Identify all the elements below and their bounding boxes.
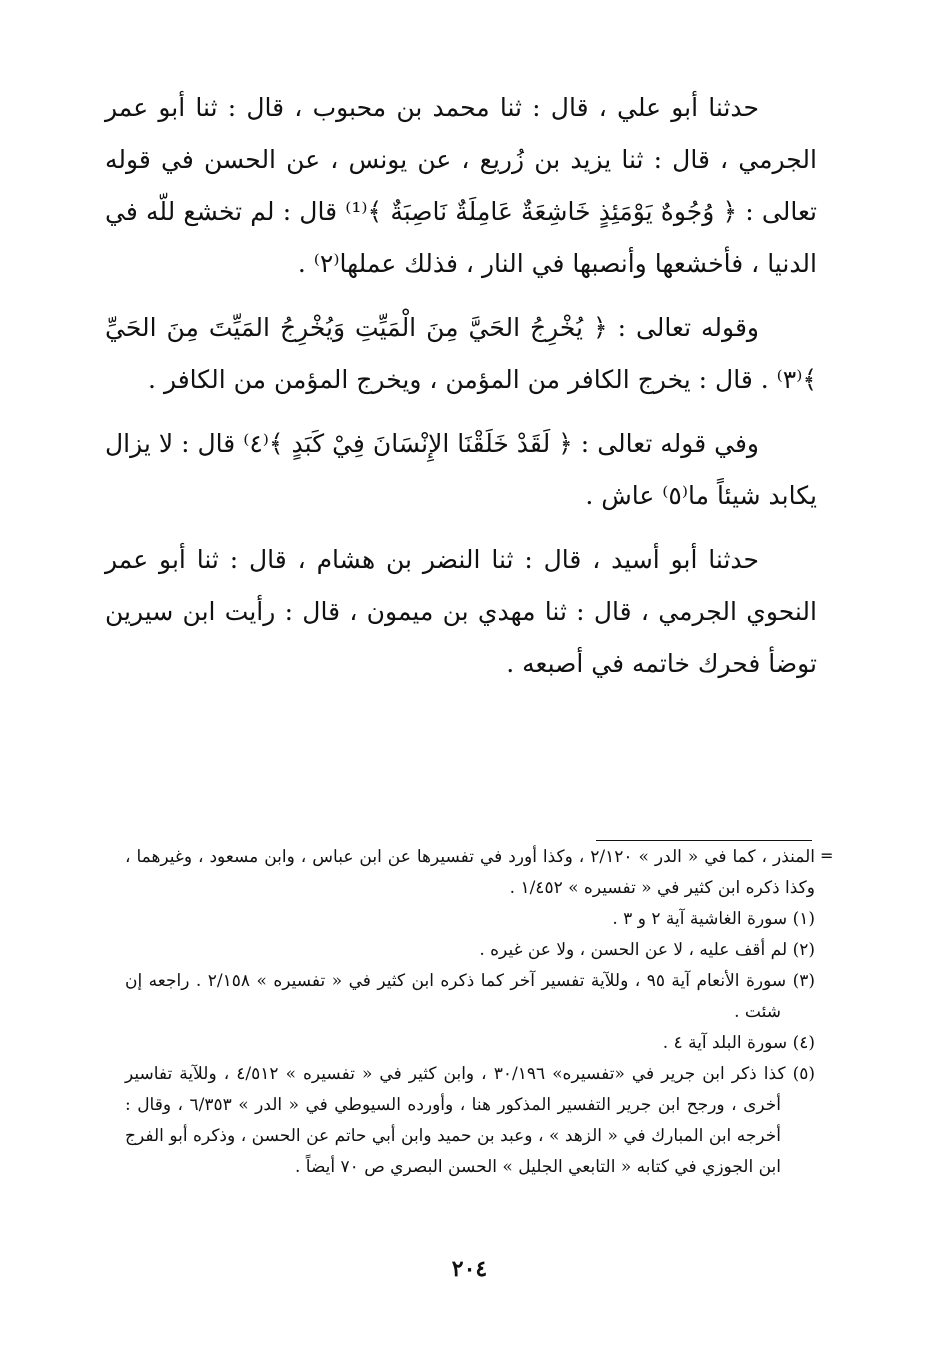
main-text: [105, 82, 817, 702]
footnote-continuation: المنذر ، كما في « الدر » ٢/١٢٠ ، وكذا أورد في تفسيرها عن ابن عباس ، وابن مسعود ، وغيرهما ، وكذا ذكره ابن كثير في « تفسيره » ١/٤٥٢ .: [125, 847, 815, 898]
paragraph-hadith-abu-ali: حدثنا أبو علي ، قال : ثنا محمد بن محبوب ، قال : ثنا أبو عمر الجرمي ، قال : ثنا يزيد بن زُريع ، عن يونس ، عن الحسن في قوله تعالى : ﴿ وُجُوهٌ يَوْمَئِذٍ خَاشِعَةٌ عَامِلَةٌ نَاصِبَةٌ ﴾⁽¹⁾ قال : لم تخشع للّه في الدنيا ، فأخشعها وأنصبها في النار ، فذلك عملها⁽٢⁾ .: [105, 93, 817, 278]
paragraph-hadith-abu-usayd: حدثنا أبو أسيد ، قال : ثنا النضر بن هشام ، قال : ثنا أبو عمر النحوي الجرمي ، قال : ثنا مهدي بن ميمون ، قال : رأيت ابن سيرين توضأ فحرك خاتمه في أصبعه .: [105, 545, 817, 678]
paragraph-yukhrij-al-hayy: وقوله تعالى : ﴿ يُخْرِجُ الحَيَّ مِنَ الْمَيِّتِ وَيُخْرِجُ المَيِّتَ مِنَ الحَيِّ ﴾⁽٣⁾ . قال : يخرج الكافر من المؤمن ، ويخرج المؤمن من الكافر .: [105, 313, 817, 394]
footnote-3: (٣) سورة الأنعام آية ٩٥ ، وللآية تفسير آخر كما ذكره ابن كثير في « تفسيره » ٢/١٥٨ . راجعه إن شئت .: [125, 971, 815, 1022]
footnotes: [125, 842, 815, 1183]
footnote-2: (٢) لم أقف عليه ، لا عن الحسن ، ولا عن غيره .: [479, 940, 815, 960]
footnote-continuation-mark: =: [820, 846, 834, 865]
page-number: ٢٠٤: [451, 1256, 488, 1282]
footnote-5: (٥) كذا ذكر ابن جرير في «تفسيره» ٣٠/١٩٦ ، وابن كثير في « تفسيره » ٤/٥١٢ ، وللآية تفاسير أخرى ، ورجح ابن جرير التفسير المذكور هنا ، وأورده السيوطي في « الدر » ٦/٣٥٣ ، وقال : أخرجه ابن المبارك في « الزهد » ، وعبد بن حميد وابن أبي حاتم عن الحسن ، وذكره أبو الفرج ابن الجوزي في كتابه « التابعي الجليل » الحسن البصري ص ٧٠ أيضاً .: [125, 1064, 815, 1177]
paragraph-laqad-khalaqna: وفي قوله تعالى : ﴿ لَقَدْ خَلَقْنَا الإِنْسَانَ فِيْ كَبَدٍ ﴾⁽٤⁾ قال : لا يزال يكابد شيئاً ما⁽٥⁾ عاش .: [105, 429, 817, 510]
footnote-4: (٤) سورة البلد آية ٤ .: [662, 1033, 815, 1053]
footnote-separator: [596, 840, 812, 841]
footnote-1: (١) سورة الغاشية آية ٢ و ٣ .: [612, 909, 815, 929]
